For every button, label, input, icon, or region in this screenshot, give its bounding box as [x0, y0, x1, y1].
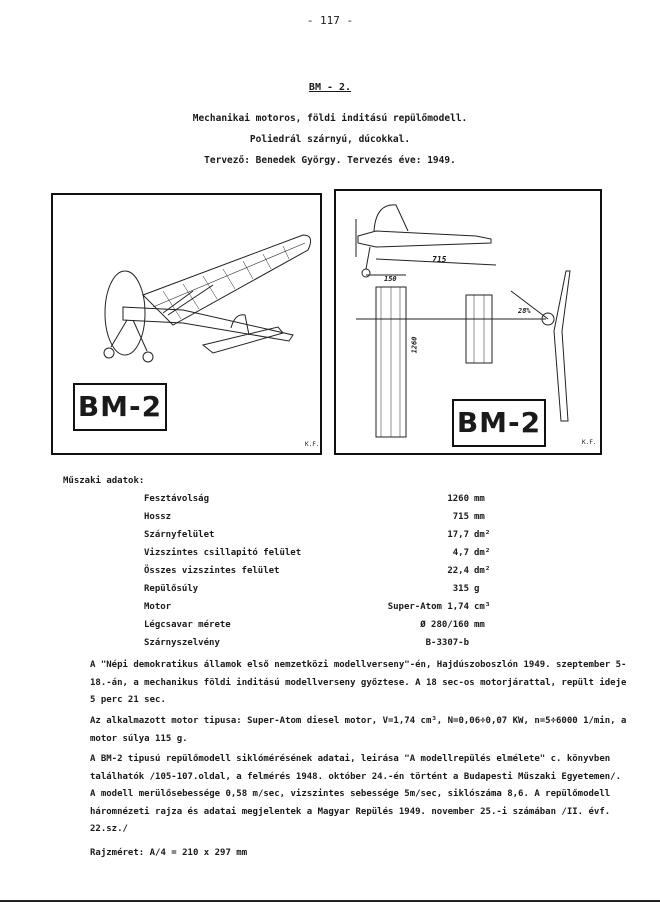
spec-row [0, 638, 660, 654]
dimension-150: 150 [384, 275, 397, 283]
paragraph-engine: Az alkalmazott motor tipusa: Super-Atom diesel motor, V=1,74 cm³, N=0,06÷0,07 KW, n=5÷6000 1/min, a motor súlya 115 g. [90, 716, 627, 744]
spec-row [0, 602, 660, 618]
paragraph-competition: A "Népi demokratikus államok első nemzetközi modellverseny"-én, Hajdúszoboszlón 1949. szeptember 5-18.-án, a mechanikus földi inditású modellverseny győztese. A 18 sec-os motorjárattal, repült ideje 5 perc 21 sec. [90, 660, 627, 706]
bottom-rule [0, 900, 660, 902]
spec-value: 715 [452, 512, 469, 522]
model-title: BM - 2. [308, 82, 352, 93]
subtitle-line-1: Mechanikai motoros, földi inditású repülőmodell. [192, 113, 468, 124]
spec-label: Motor [144, 602, 172, 612]
spec-value: Ø 280/160 [420, 620, 469, 630]
spec-value: 1260 [447, 494, 469, 504]
spec-unit: mm [474, 494, 485, 504]
spec-row [0, 620, 660, 636]
spec-row [0, 584, 660, 600]
spec-row [0, 512, 660, 528]
spec-row [0, 530, 660, 546]
spec-row [0, 566, 660, 582]
spec-value: Super-Atom 1,74 [387, 602, 469, 612]
spec-row [0, 548, 660, 564]
drawing-size: Rajzméret: A/4 = 210 x 297 mm [90, 848, 248, 858]
page-number: - 117 - [306, 14, 354, 27]
spec-value: 4,7 [452, 548, 469, 558]
spec-unit: cm³ [474, 602, 491, 612]
spec-unit: dm² [474, 530, 491, 540]
spec-value: B-3307-b [425, 638, 469, 648]
spec-label: Hossz [144, 512, 172, 522]
model-label-left: BM-2 [73, 383, 167, 431]
spec-row [0, 494, 660, 510]
spec-unit: g [474, 584, 480, 594]
spec-label: Szárnyszelvény [144, 638, 220, 648]
model-label-right: BM-2 [452, 399, 546, 447]
stamp-left: K.F. [305, 441, 320, 448]
spec-unit: dm² [474, 566, 491, 576]
dimension-715: 715 [432, 255, 447, 264]
spec-label: Összes vizszintes felület [144, 566, 280, 576]
perspective-figure [51, 193, 322, 455]
specs-heading: Műszaki adatok: [63, 476, 145, 486]
dimension-angle: 28% [518, 307, 531, 315]
dimension-1260: 1260 [410, 336, 419, 354]
stamp-right: K.F. [582, 439, 597, 446]
spec-label: Fesztávolság [144, 494, 210, 504]
spec-value: 315 [452, 584, 469, 594]
spec-label: Repülősúly [144, 584, 199, 594]
spec-unit: mm [474, 512, 485, 522]
paragraph-measurement: A BM-2 tipusú repülőmodell siklómérésének adatai, leirása "A modellrepülés elmélete" c. könyvben találhatók /105-107.oldal, a felmérés 1948. október 24.-én történt a Budapesti Műszaki Egyetemen/. A modell merülősebessége 0,58 m/sec, vizszintes sebessége 5m/sec, siklószáma 8,6. A repülőmodell háromnézeti rajza és adatai megjelentek a Magyar Repülés 1949. november 25.-i számában /II. évf. 22.sz./ [90, 754, 622, 835]
spec-value: 22,4 [447, 566, 469, 576]
spec-unit: mm [474, 620, 485, 630]
spec-value: 17,7 [447, 530, 469, 540]
designer-line: Tervező: Benedek György. Tervezés éve: 1949. [204, 155, 456, 166]
three-view-figure [334, 189, 602, 455]
subtitle-line-2: Poliedrál szárnyú, dúcokkal. [249, 134, 411, 145]
spec-label: Szárnyfelület [144, 530, 215, 540]
spec-label: Vizszintes csillapitó felület [144, 548, 302, 558]
spec-unit: dm² [474, 548, 491, 558]
spec-label: Légcsavar mérete [144, 620, 231, 630]
